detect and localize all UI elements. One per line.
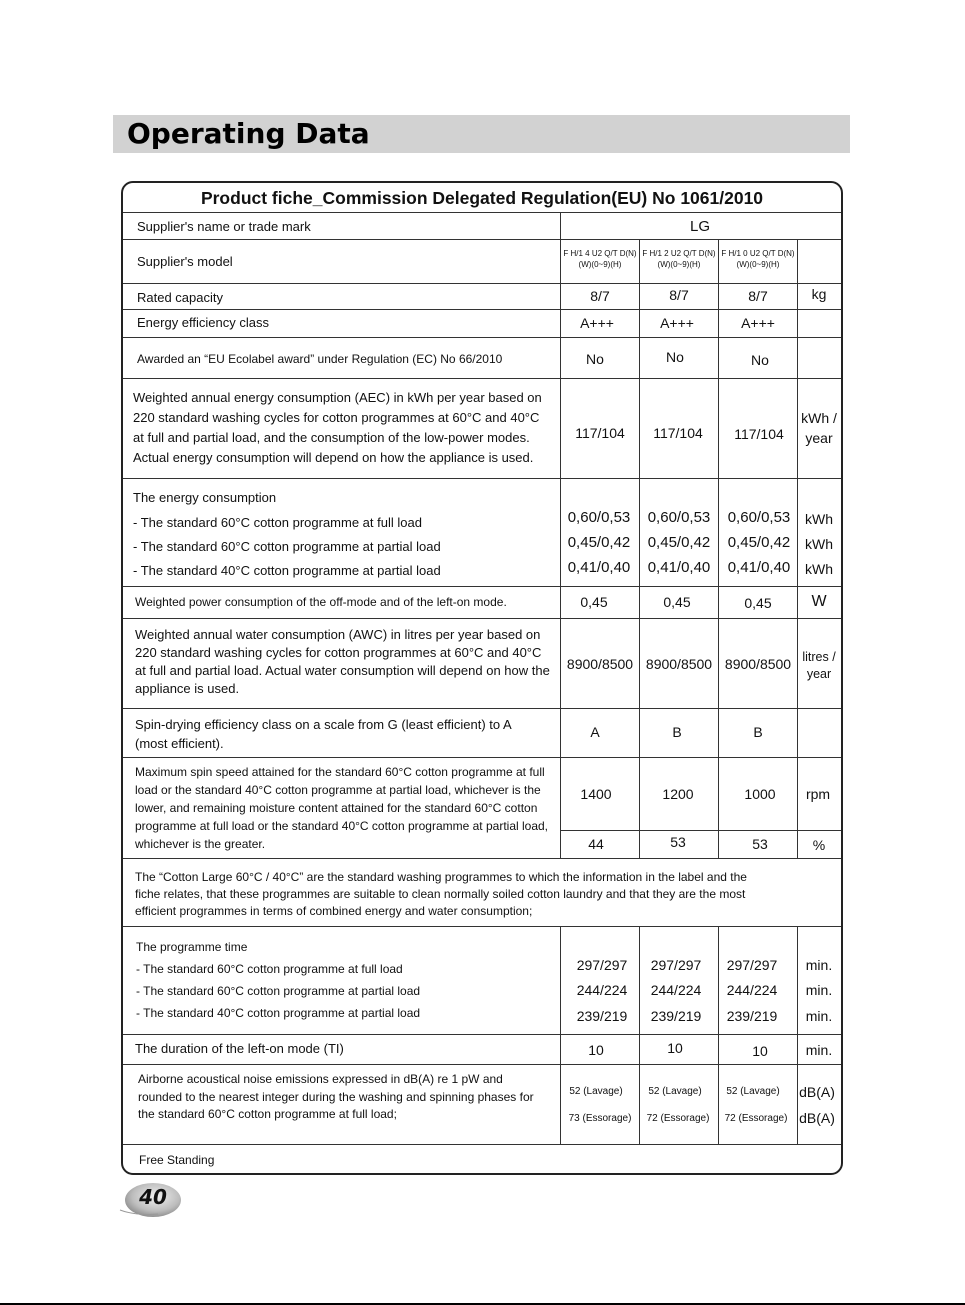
energy-consumption-value: 0,45/0,42 xyxy=(567,534,631,551)
table-rule xyxy=(123,283,841,284)
programme-time-unit: min. xyxy=(805,1008,833,1024)
ecolabel-label: Awarded an “EU Ecolabel award” under Regulation (EC) No 66/2010 xyxy=(137,352,503,366)
power-offmode-value: 0,45 xyxy=(663,594,691,610)
table-rule xyxy=(560,212,561,858)
energy-consumption-item-label: - The standard 60°C cotton programme at partial load xyxy=(133,539,441,554)
spin-class-label: Spin-drying efficiency class on a scale from G (least efficient) to A (most efficient). xyxy=(135,717,511,751)
spin-speed-value: 1400 xyxy=(580,786,612,802)
power-offmode-label: Weighted power consumption of the off-mode and of the left-on mode. xyxy=(135,595,507,609)
awc-label: Weighted annual water consumption (AWC) in litres per year based on 220 standard washing cycles for cotton programmes at 60°C and 40°C at full and partial load. Actual water consumption will depend on how the appliance is used. xyxy=(135,627,550,696)
noise-unit: dB(A) xyxy=(799,1110,835,1126)
table-rule xyxy=(123,757,841,758)
table-rule xyxy=(718,926,719,1144)
energy-consumption-value: 0,41/0,40 xyxy=(567,559,631,576)
energy-consumption-label: The energy consumption xyxy=(133,490,277,505)
power-offmode-value: 0,45 xyxy=(744,595,772,611)
programme-time-value: 297/297 xyxy=(650,957,702,973)
energy-consumption-value: 0,60/0,53 xyxy=(727,509,791,526)
awc-value: 8900/8500 xyxy=(566,656,634,672)
power-offmode-unit: W xyxy=(811,593,827,610)
energy-class-value: A+++ xyxy=(580,315,614,331)
page-number: 40 xyxy=(139,1185,167,1209)
noise-wash-value: 52 (Lavage) xyxy=(569,1086,623,1097)
rated-capacity-value: 8/7 xyxy=(748,288,768,304)
energy-consumption-item-label: - The standard 60°C cotton programme at full load xyxy=(133,515,422,530)
table-rule xyxy=(123,1034,841,1035)
programme-time-value: 239/219 xyxy=(650,1008,702,1024)
programme-time-value: 297/297 xyxy=(576,957,628,973)
page-title: Operating Data xyxy=(127,117,370,150)
aec-value: 117/104 xyxy=(653,425,703,441)
aec-value: 117/104 xyxy=(575,425,625,441)
programme-time-value: 297/297 xyxy=(726,957,778,973)
energy-class-value: A+++ xyxy=(660,315,694,331)
noise-spin-value: 72 (Essorage) xyxy=(724,1113,788,1124)
left-on-unit: min. xyxy=(805,1042,833,1058)
rated-capacity-unit: kg xyxy=(811,286,827,302)
table-rule xyxy=(797,239,798,858)
spin-speed-value: 1200 xyxy=(662,786,694,802)
table-rule xyxy=(560,926,561,1144)
cotton-programmes-note: The “Cotton Large 60°C / 40°C” are the standard washing programmes to which the information in the label and the fiche relates, that these programmes are suitable to clean normally soiled cotton laundry and that they are the most efficient programmes in terms of combined energy and water consumption; xyxy=(135,870,747,918)
table-rule xyxy=(639,926,640,1144)
table-rule xyxy=(123,337,841,338)
energy-consumption-value: 0,45/0,42 xyxy=(727,534,791,551)
awc-value: 8900/8500 xyxy=(724,656,792,672)
power-offmode-value: 0,45 xyxy=(580,594,608,610)
table-rule xyxy=(560,830,841,831)
awc-unit: year xyxy=(806,667,832,681)
energy-consumption-value: 0,60/0,53 xyxy=(647,509,711,526)
energy-class-label: Energy efficiency class xyxy=(137,315,269,330)
ecolabel-value: No xyxy=(666,349,684,365)
programme-time-item-label: - The standard 60°C cotton programme at partial load xyxy=(136,984,421,998)
energy-consumption-value: 0,41/0,40 xyxy=(647,559,711,576)
noise-spin-value: 72 (Essorage) xyxy=(646,1113,710,1124)
left-on-value: 10 xyxy=(752,1043,768,1059)
noise-wash-value: 52 (Lavage) xyxy=(726,1086,780,1097)
spin-speed-label: Maximum spin speed attained for the standard 60°C cotton programme at full load or the standard 40°C cotton programme at partial load, whichever is the lower, and remaining moisture content attained for the standard 60°C cotton programme at full load or the standard 40°C cotton programme at partial load, whichever is the greater. xyxy=(135,765,549,851)
energy-consumption-item-label: - The standard 40°C cotton programme at partial load xyxy=(133,563,441,578)
table-rule xyxy=(123,212,841,213)
rated-capacity-value: 8/7 xyxy=(590,288,610,304)
supplier-model-label: Supplier's model xyxy=(137,254,233,269)
energy-class-value: A+++ xyxy=(741,315,775,331)
programme-time-value: 239/219 xyxy=(576,1008,628,1024)
table-rule xyxy=(123,478,841,479)
spin-speed-unit: rpm xyxy=(805,786,831,802)
left-on-value: 10 xyxy=(667,1040,683,1056)
noise-spin-value: 73 (Essorage) xyxy=(568,1113,632,1124)
energy-consumption-value: 0,41/0,40 xyxy=(727,559,791,576)
table-rule xyxy=(797,926,798,1144)
aec-label: Weighted annual energy consumption (AEC) in kWh per year based on 220 standard washing cycles for cotton programmes at 60°C and 40°C at full and partial load, and the consumption of the low-power modes. Actual energy consumption will depend on how the appliance is used. xyxy=(133,390,542,465)
supplier-name-value: LG xyxy=(689,218,711,235)
left-on-value: 10 xyxy=(588,1042,604,1058)
awc-unit: litres / xyxy=(802,650,836,664)
spin-class-value: B xyxy=(672,724,682,740)
ecolabel-value: No xyxy=(751,352,769,368)
programme-time-value: 244/224 xyxy=(650,982,702,998)
table-rule xyxy=(123,309,841,310)
energy-consumption-unit: kWh xyxy=(805,561,833,577)
rated-capacity-value: 8/7 xyxy=(669,287,689,303)
table-rule xyxy=(123,378,841,379)
programme-time-unit: min. xyxy=(805,957,833,973)
moisture-value: 53 xyxy=(752,836,768,852)
programme-time-label: The programme time xyxy=(136,940,248,954)
model-1: F H/1 4 U2 Q/T D(N)(W)(0~9)(H) xyxy=(563,249,637,269)
spin-class-value: B xyxy=(753,724,763,740)
section-header xyxy=(113,115,850,153)
programme-time-value: 244/224 xyxy=(726,982,778,998)
table-rule xyxy=(639,239,640,858)
moisture-unit: % xyxy=(812,837,826,853)
table-rule xyxy=(123,239,841,240)
energy-consumption-unit: kWh xyxy=(805,511,833,527)
table-rule xyxy=(123,1144,841,1145)
supplier-name-label: Supplier's name or trade mark xyxy=(137,219,311,234)
programme-time-unit: min. xyxy=(805,982,833,998)
left-on-label: The duration of the left-on mode (TI) xyxy=(135,1041,344,1056)
noise-label: Airborne acoustical noise emissions expressed in dB(A) re 1 pW and rounded to the nearest integer during the washing and spinning phases for the standard 60°C cotton programme at full load; xyxy=(138,1072,534,1121)
spin-speed-value: 1000 xyxy=(744,786,776,802)
table-rule xyxy=(123,586,841,587)
energy-consumption-value: 0,45/0,42 xyxy=(647,534,711,551)
awc-value: 8900/8500 xyxy=(645,656,713,672)
free-standing-label: Free Standing xyxy=(139,1153,215,1167)
model-2: F H/1 2 U2 Q/T D(N)(W)(0~9)(H) xyxy=(642,249,716,269)
aec-unit: kWh / xyxy=(801,410,837,426)
energy-consumption-unit: kWh xyxy=(805,536,833,552)
table-rule xyxy=(718,239,719,858)
ecolabel-value: No xyxy=(586,351,604,367)
programme-time-value: 239/219 xyxy=(726,1008,778,1024)
energy-consumption-value: 0,60/0,53 xyxy=(567,509,631,526)
programme-time-item-label: - The standard 60°C cotton programme at full load xyxy=(136,962,403,976)
programme-time-value: 244/224 xyxy=(576,982,628,998)
noise-unit: dB(A) xyxy=(799,1084,835,1100)
spin-class-value: A xyxy=(590,724,600,740)
aec-value: 117/104 xyxy=(734,426,784,442)
table-rule xyxy=(123,858,841,859)
table-rule xyxy=(123,708,841,709)
rated-capacity-label: Rated capacity xyxy=(137,290,223,305)
noise-wash-value: 52 (Lavage) xyxy=(648,1086,702,1097)
product-fiche-table xyxy=(121,181,843,1175)
fiche-title: Product fiche_Commission Delegated Regulation(EU) No 1061/2010 xyxy=(200,188,764,208)
moisture-value: 44 xyxy=(588,836,604,852)
aec-unit: year xyxy=(805,430,833,446)
table-rule xyxy=(123,1064,841,1065)
table-rule xyxy=(123,618,841,619)
programme-time-item-label: - The standard 40°C cotton programme at partial load xyxy=(136,1006,421,1020)
moisture-value: 53 xyxy=(670,834,686,850)
table-rule xyxy=(123,926,841,927)
model-3: F H/1 0 U2 Q/T D(N)(W)(0~9)(H) xyxy=(721,249,795,269)
